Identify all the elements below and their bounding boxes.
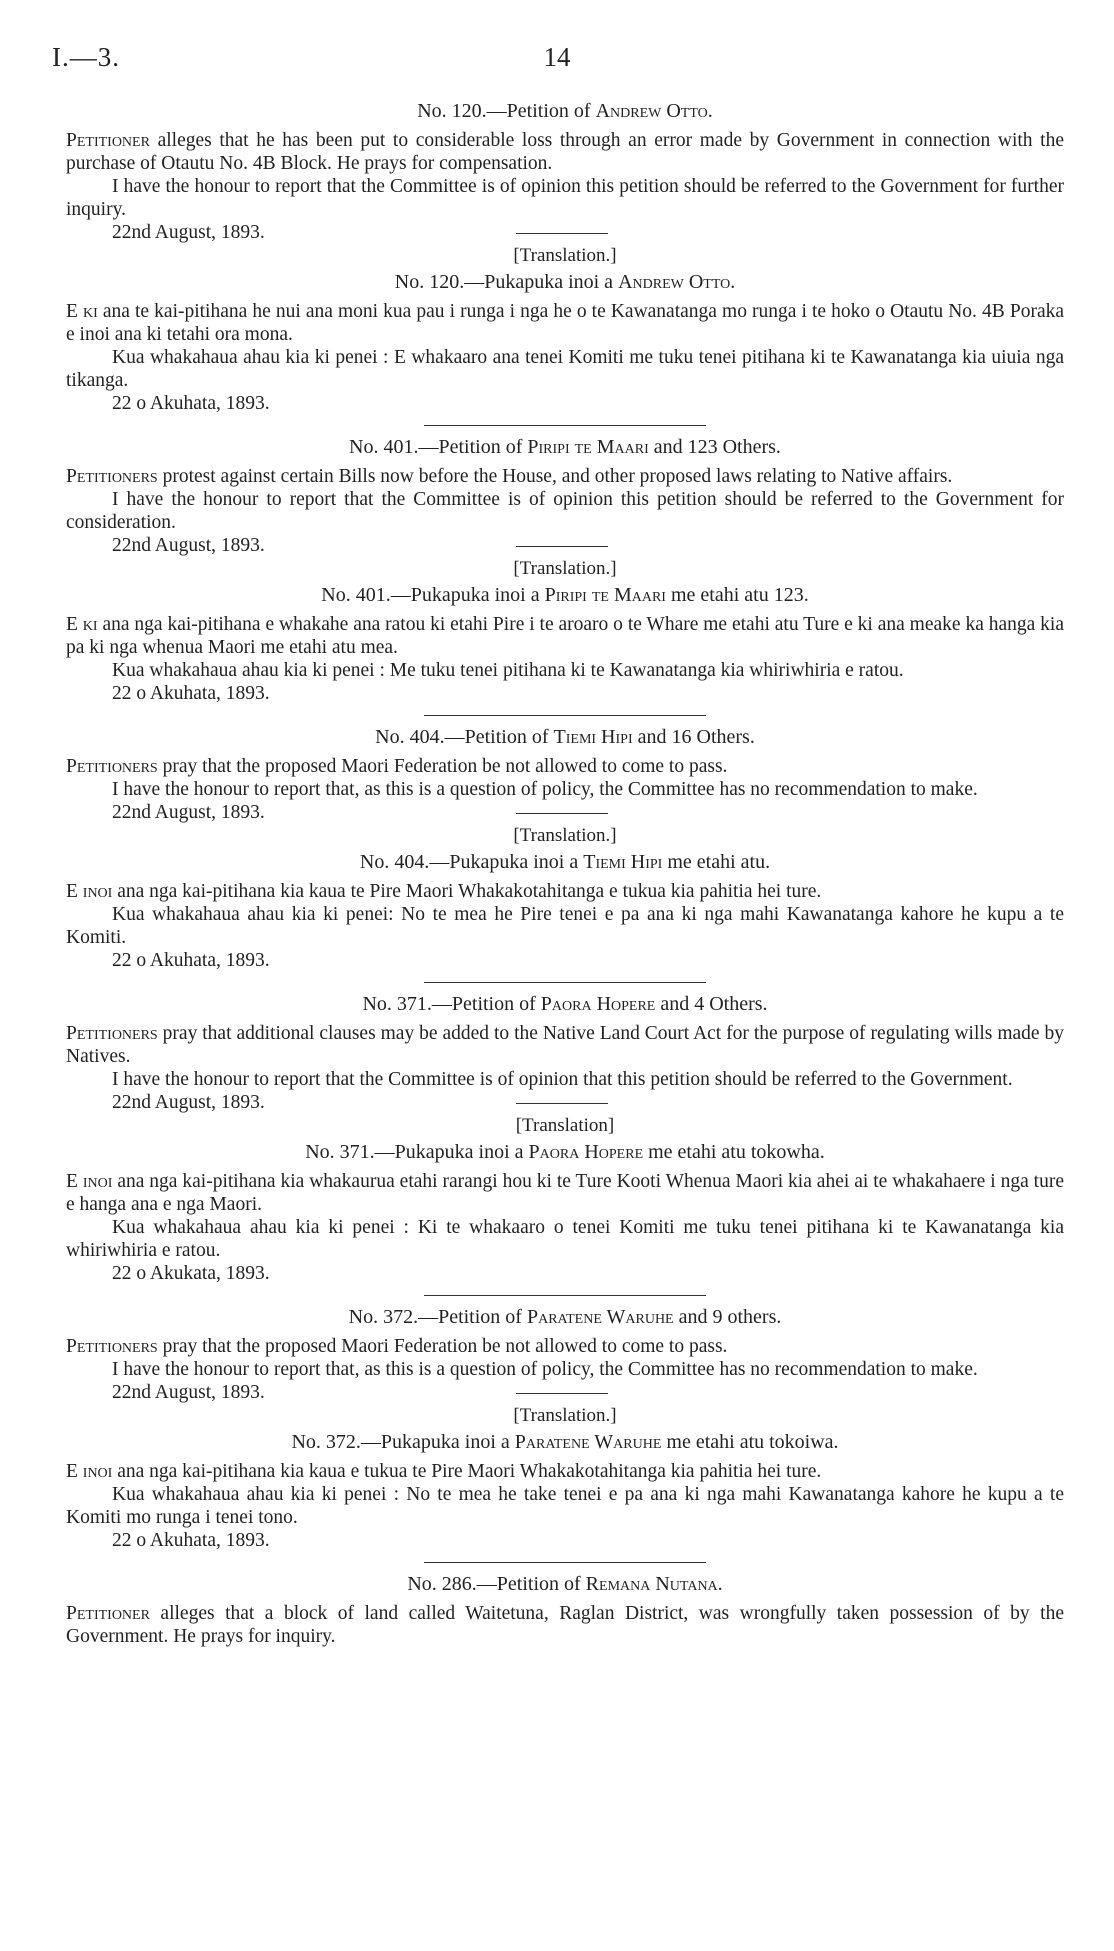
committee-report: I have the honour to report that, as this is a question of policy, the Committee has no recommendation to make. xyxy=(112,1359,978,1380)
document-body xyxy=(66,100,1064,1648)
petition-section xyxy=(66,993,1064,1296)
petition-summary: Petitioner alleges that a block of land called Waitetuna, Raglan District, was wrongfully taken possession of by the Government. He prays for inquiry. xyxy=(66,1603,1064,1647)
petition-title: No. 404.—Petition of Tiemi Hipi and 16 Others. xyxy=(375,726,755,748)
short-divider xyxy=(516,1103,608,1104)
translation-date: 22 o Akuhata, 1893. xyxy=(112,393,270,414)
translation-report: Kua whakahaua ahau kia ki penei : Ki te whakaaro o tenei Komiti me tuku tenei pitihana ki te Kawanatanga kia whiriwhiria e ratou. xyxy=(66,1217,1064,1261)
committee-report: I have the honour to report that the Committee is of opinion this petition should be referred to the Government for consideration. xyxy=(66,489,1064,533)
petition-section xyxy=(66,1573,1064,1648)
translation-date: 22 o Akuhata, 1893. xyxy=(112,950,270,971)
translation-summary: E inoi ana nga kai-pitihana kia kaua e tukua te Pire Maori Whakakotahitanga kia pahitia hei ture. xyxy=(66,1461,822,1482)
section-divider xyxy=(424,982,706,983)
translation-label: [Translation.] xyxy=(513,245,617,266)
short-divider xyxy=(516,1393,608,1394)
committee-report: I have the honour to report that the Committee is of opinion that this petition should be referred to the Government. xyxy=(112,1069,1013,1090)
petition-section xyxy=(66,436,1064,716)
page-number: 14 xyxy=(543,42,571,72)
petition-section xyxy=(66,726,1064,983)
translation-date: 22 o Akuhata, 1893. xyxy=(112,683,270,704)
translation-date: 22 o Akuhata, 1893. xyxy=(112,1530,270,1551)
committee-report: I have the honour to report that the Committee is of opinion this petition should be referred to the Government for further inquiry. xyxy=(66,176,1064,220)
petition-section xyxy=(66,100,1064,426)
section-divider xyxy=(424,715,706,716)
translation-summary: E inoi ana nga kai-pitihana kia kaua te Pire Maori Whakakotahitanga e tukua kia pahitia hei ture. xyxy=(66,881,822,902)
translation-title: No. 404.—Pukapuka inoi a Tiemi Hipi me etahi atu. xyxy=(359,851,771,873)
translation-report: Kua whakahaua ahau kia ki penei: No te mea he Pire tenei e pa ana ki nga mahi Kawanatanga kahore he kupu a te Komiti. xyxy=(66,904,1064,948)
translation-report: Kua whakahaua ahau kia ki penei : Me tuku tenei pitihana ki te Kawanatanga kia whiriwhiria e ratou. xyxy=(112,660,904,681)
page-reference: I.—3. xyxy=(52,42,120,72)
petition-title: No. 371.—Petition of Paora Hopere and 4 Others. xyxy=(362,993,768,1015)
section-divider xyxy=(424,1562,706,1563)
report-date: 22nd August, 1893. xyxy=(112,1092,265,1113)
translation-label: [Translation] xyxy=(515,1115,615,1136)
report-date: 22nd August, 1893. xyxy=(112,802,265,823)
petition-title: No. 120.—Petition of Andrew Otto. xyxy=(417,100,713,122)
section-divider xyxy=(424,1295,706,1296)
section-divider xyxy=(424,425,706,426)
petition-section xyxy=(66,1306,1064,1563)
translation-title: No. 120.—Pukapuka inoi a Andrew Otto. xyxy=(394,271,736,293)
report-date: 22nd August, 1893. xyxy=(112,535,265,556)
petition-summary: Petitioners pray that the proposed Maori Federation be not allowed to come to pass. xyxy=(66,756,728,777)
petition-title: No. 401.—Petition of Piripi te Maari and 123 Others. xyxy=(349,436,781,458)
short-divider xyxy=(516,546,608,547)
translation-label: [Translation.] xyxy=(513,558,617,579)
petition-title: No. 372.—Petition of Paratene Waruhe and 9 others. xyxy=(348,1306,782,1328)
translation-title: No. 372.—Pukapuka inoi a Paratene Waruhe me etahi atu tokoiwa. xyxy=(291,1431,839,1453)
report-date: 22nd August, 1893. xyxy=(112,222,265,243)
petition-summary: Petitioners protest against certain Bills now before the House, and other proposed laws relating to Native affairs. xyxy=(66,466,953,487)
petition-summary: Petitioners pray that additional clauses may be added to the Native Land Court Act for the purpose of regulating wills made by Natives. xyxy=(66,1023,1064,1067)
translation-report: Kua whakahaua ahau kia ki penei : E whakaaro ana tenei Komiti me tuku tenei pitihana ki te Kawanatanga kia uiuia nga tikanga. xyxy=(66,347,1064,391)
petition-summary: Petitioners pray that the proposed Maori Federation be not allowed to come to pass. xyxy=(66,1336,728,1357)
translation-date: 22 o Akukata, 1893. xyxy=(112,1263,270,1284)
translation-report: Kua whakahaua ahau kia ki penei : No te mea he take tenei e pa ana ki nga mahi Kawanatanga kahore he kupu a te Komiti mo runga i tenei tono. xyxy=(66,1484,1064,1528)
translation-label: [Translation.] xyxy=(513,825,617,846)
translation-summary: E ki ana nga kai-pitihana e whakahe ana ratou ki etahi Pire i te aroaro o te Whare me etahi atu Ture e ki ana meake ka hanga kia pa ki nga whenua Maori me etahi atu mea. xyxy=(66,614,1065,658)
short-divider xyxy=(516,233,608,234)
translation-summary: E ki ana te kai-pitihana he nui ana moni kua pau i runga i nga he o te Kawanatanga mo runga i te hoko o Otautu No. 4B Poraka e inoi ana ki tetahi ora mona. xyxy=(66,301,1065,345)
petition-summary: Petitioner alleges that he has been put to considerable loss through an error made by Government in connection with the purchase of Otautu No. 4B Block. He prays for compensation. xyxy=(66,130,1064,174)
committee-report: I have the honour to report that, as this is a question of policy, the Committee has no recommendation to make. xyxy=(112,779,978,800)
translation-title: No. 401.—Pukapuka inoi a Piripi te Maari me etahi atu 123. xyxy=(321,584,809,606)
translation-title: No. 371.—Pukapuka inoi a Paora Hopere me etahi atu tokowha. xyxy=(305,1141,825,1163)
short-divider xyxy=(516,813,608,814)
translation-label: [Translation.] xyxy=(513,1405,617,1426)
report-date: 22nd August, 1893. xyxy=(112,1382,265,1403)
translation-summary: E inoi ana nga kai-pitihana kia whakaurua etahi rarangi hou ki te Ture Kooti Whenua Maori kia ahei ai te whakahaere i nga ture e hanga ana e nga Maori. xyxy=(66,1171,1064,1215)
petition-title: No. 286.—Petition of Remana Nutana. xyxy=(407,1573,723,1595)
